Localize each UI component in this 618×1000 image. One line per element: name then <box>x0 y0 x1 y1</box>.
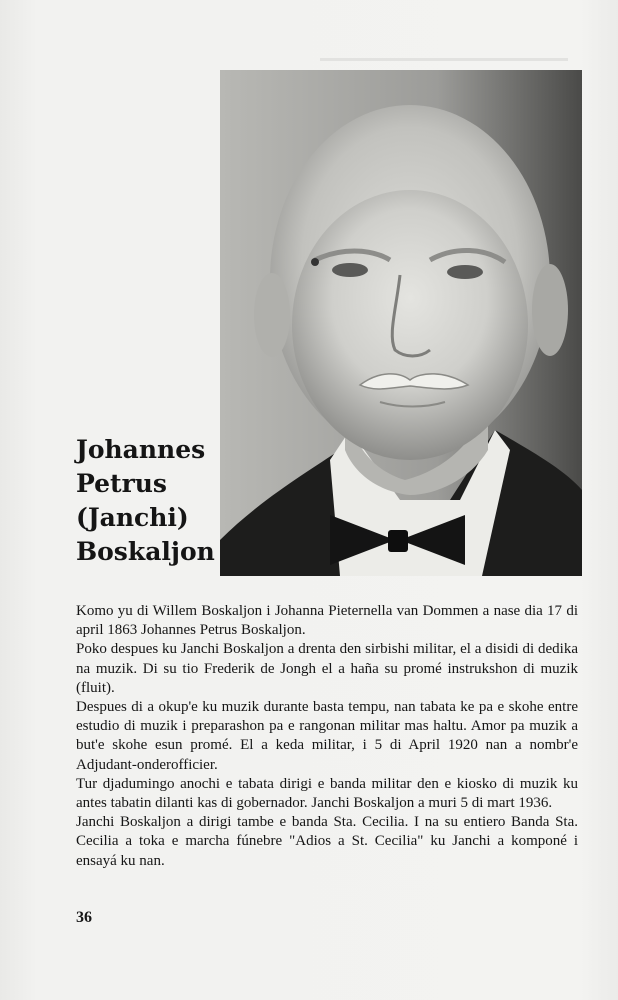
title-line-2: Petrus <box>76 469 168 498</box>
paragraph-1: Komo yu di Willem Boskaljon i Johanna Pieternella van Dommen a nase dia 17 di april 1863 Johannes Petrus Boskaljon. <box>76 603 578 639</box>
paragraph-5: Janchi Boskaljon a dirigi tambe e banda Sta. Cecilia. I na su entiero Banda Sta. Cecilia a toka e marcha fúnebre "Adios a St. Cecilia" ku Janchi a komponé i ensayá ku nan. <box>76 814 578 869</box>
page-number: 36 <box>76 909 92 926</box>
paragraph-2: Poko despues ku Janchi Boskaljon a drenta den sirbishi militar, el a disidi di dedika na muzik. Di su tio Frederik de Jongh el a haña su promé instrukshon di muzik (fluit). <box>76 641 578 696</box>
title-line-1: Johannes <box>76 435 206 464</box>
paragraph-4: Tur djadumingo anochi e tabata dirigi e banda militar den e kiosko di muzik ku antes tabatin dilanti kas di gobernador. Janchi Boskaljon a muri 5 di mart 1936. <box>76 775 578 812</box>
paragraph-3: Despues di a okup'e ku muzik durante basta tempu, nan tabata ke pa e skohe entre estudio di muzik i preparashon pa e rangonan militar mas haltu. Amor pa muzik a but'e skohe esun promé. El a keda militar, i 5 di April 1920 nan a nombr'e Adjudant-onderofficier. <box>76 699 578 773</box>
biography-text <box>76 602 578 871</box>
page-title <box>76 433 226 569</box>
title-line-4: Boskaljon <box>76 537 215 566</box>
portrait-photo <box>220 70 582 576</box>
title-line-3: (Janchi) <box>76 503 189 532</box>
portrait-illustration <box>220 70 582 576</box>
